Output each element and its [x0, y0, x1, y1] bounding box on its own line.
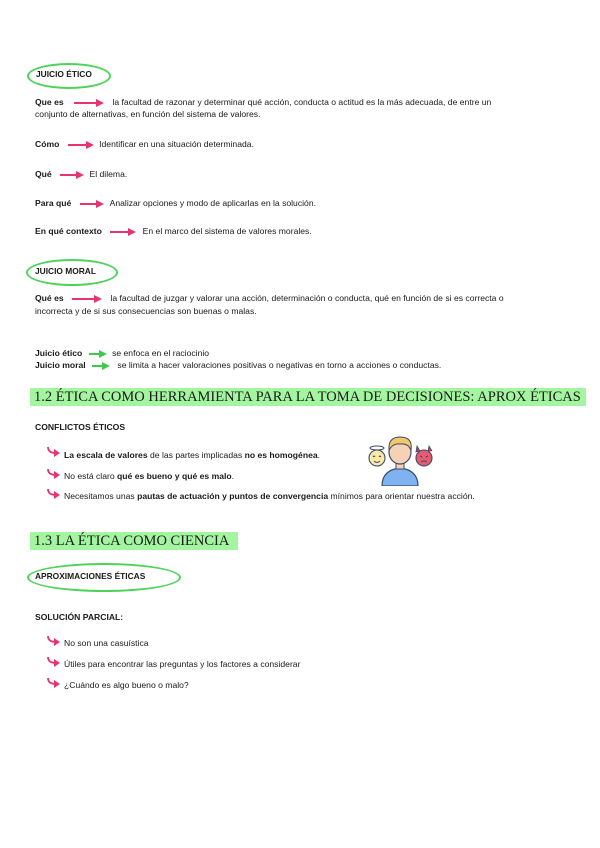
que-es-label: Que es	[35, 97, 64, 107]
pink-arrow-icon	[78, 199, 106, 209]
conflicto-bullet-3-c: mínimos para orientar nuestra acción.	[328, 491, 475, 501]
que-text: El dilema.	[89, 169, 128, 179]
moral-que-es-label: Qué es	[35, 293, 64, 303]
contexto-text: En el marco del sistema de valores morales.	[142, 226, 312, 236]
que-row	[35, 168, 127, 180]
pink-arrow-icon	[108, 227, 138, 237]
conflicto-bullet-2-b: qué es bueno y qué es malo	[117, 471, 232, 481]
pink-curved-arrow-icon	[45, 655, 63, 669]
solucion-bullet-1: No son una casuística	[64, 638, 149, 648]
pink-arrow-icon	[58, 170, 86, 180]
conflicto-bullet-2-a: No está claro	[64, 471, 118, 481]
pink-curved-arrow-icon	[45, 445, 63, 459]
como-text: Identificar en una situación determinada.	[99, 139, 254, 149]
contexto-label: En qué contexto	[35, 226, 102, 236]
aproximaciones-title: APROXIMACIONES ÉTICAS	[35, 571, 146, 581]
solucion-parcial-subheading: SOLUCIÓN PARCIAL:	[35, 612, 124, 622]
conflicto-bullet-3-b: pautas de actuación y puntos de convergencia	[137, 491, 329, 501]
pink-curved-arrow-icon	[45, 467, 63, 481]
moral-que-es-row	[35, 292, 504, 304]
conflicto-bullet-3-a: Necesitamos unas	[64, 491, 138, 501]
juicio-etico-title: JUICIO ÉTICO	[36, 69, 92, 79]
como-label: Cómo	[35, 139, 60, 149]
que-es-text: la facultad de razonar y determinar qué acción, conducta o actitud es la más adecuada, de entre un	[112, 97, 492, 107]
pink-curved-arrow-icon	[45, 676, 63, 690]
pink-arrow-icon	[66, 140, 96, 150]
para-que-row	[35, 197, 316, 209]
green-arrow-icon	[87, 349, 109, 359]
solucion-bullet-2: Útiles para encontrar las preguntas y los factores a considerar	[64, 659, 301, 669]
moral-que-es-text: la facultad de juzgar y valorar una acción, determinación o conducta, qué en función de si es correcta o	[110, 293, 504, 303]
que-label: Qué	[35, 169, 52, 179]
para-que-label: Para qué	[35, 198, 72, 208]
que-es-text-cont: conjunto de alternativas, en función del sistema de valores.	[35, 109, 261, 119]
conflicto-bullet-2-c: .	[231, 471, 235, 481]
conflicto-bullet-1-a: La escala de valores	[64, 450, 148, 460]
como-row	[35, 138, 254, 150]
pink-arrow-icon	[70, 294, 104, 304]
section-1-3-heading: 1.3 LA ÉTICA COMO CIENCIA	[30, 532, 238, 550]
angel-face-icon	[369, 446, 385, 466]
pink-curved-arrow-icon	[45, 487, 63, 501]
pink-arrow-icon	[72, 98, 106, 108]
conflicto-bullet-1-d: .	[317, 450, 321, 460]
ethical-dilemma-illustration	[364, 428, 436, 486]
devil-face-icon	[416, 446, 432, 466]
conflicto-bullet-1-c: no es homogénea	[244, 450, 318, 460]
conflicto-bullet-2	[64, 470, 234, 482]
contexto-row	[35, 225, 312, 237]
juicio-etico-comp-label: Juicio ético	[35, 348, 83, 358]
conflicto-bullet-3	[64, 490, 475, 502]
que-es-row	[35, 96, 491, 108]
moral-que-es-text-cont: incorrecta y de si sus consecuencias son buenas o malas.	[35, 306, 257, 316]
juicio-moral-comp-text: se limita a hacer valoraciones positivas o negativas en torno a acciones o conductas.	[117, 360, 442, 370]
conflicto-bullet-1-b: de las partes implicadas	[147, 450, 245, 460]
juicio-etico-comparison	[35, 347, 209, 359]
conflictos-eticos-subheading: CONFLICTOS ÉTICOS	[35, 422, 126, 432]
solucion-bullet-3: ¿Cuándo es algo bueno o malo?	[64, 680, 189, 690]
pink-curved-arrow-icon	[45, 634, 63, 648]
juicio-moral-comp-label: Juicio moral	[35, 360, 86, 370]
juicio-moral-comparison	[35, 359, 441, 371]
para-que-text: Analizar opciones y modo de aplicarlas en la solución.	[109, 198, 316, 208]
conflicto-bullet-1	[64, 449, 320, 461]
section-1-2-heading: 1.2 ÉTICA COMO HERRAMIENTA PARA LA TOMA DE DECISIONES: APROX ÉTICAS	[30, 388, 586, 406]
juicio-etico-comp-text: se enfoca en el raciocinio	[112, 348, 210, 358]
green-arrow-icon	[90, 361, 112, 371]
juicio-moral-title: JUICIO MORAL	[35, 266, 96, 276]
